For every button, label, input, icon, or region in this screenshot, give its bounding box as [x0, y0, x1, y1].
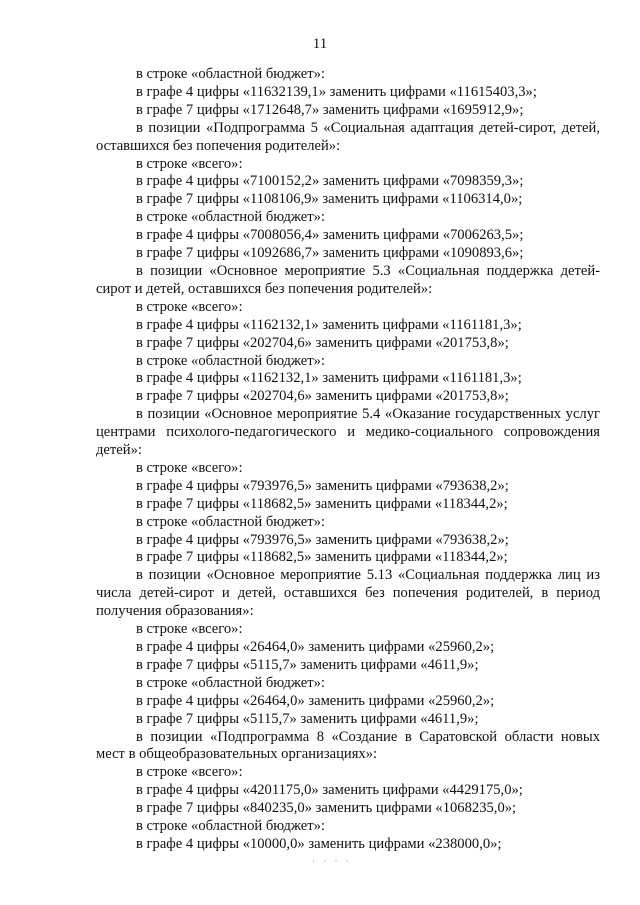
- text-line: в графе 7 цифры «1712648,7» заменить цифрами «1695912,9»;: [136, 101, 524, 118]
- text-line: в строке «областной бюджет»:: [136, 818, 325, 835]
- text-line: в графе 4 цифры «1162132,1» заменить цифрами «1161181,3»;: [136, 370, 522, 387]
- page-number: 11: [312, 36, 328, 52]
- text-line: в графе 7 цифры «1108106,9» заменить цифрами «1106314,0»;: [136, 191, 523, 208]
- text-line: в графе 4 цифры «26464,0» заменить цифрами «25960,2»;: [136, 639, 495, 655]
- text-line: в графе 7 цифры «202704,6» заменить цифрами «201753,8»;: [136, 334, 509, 351]
- document-body: [96, 66, 600, 854]
- text-line: в графе 4 цифры «26464,0» заменить цифрами «25960,2»;: [136, 692, 495, 709]
- text-line: в графе 4 цифры «10000,0» заменить цифрами «238000,0»;: [136, 835, 502, 852]
- text-line: в строке «всего»:: [136, 155, 243, 172]
- text-line: в графе 7 цифры «118682,5» заменить цифрами «118344,2»;: [136, 549, 508, 566]
- text-paragraph: в позиции «Основное мероприятие 5.3 «Социальная поддержка детей-сирот и детей, оставшихся без попечения родителей»:: [96, 262, 600, 297]
- text-line: в графе 7 цифры «5115,7» заменить цифрами «4611,9»;: [136, 710, 479, 727]
- text-paragraph: в позиции «Подпрограмма 5 «Социальная адаптация детей-сирот, детей, оставшихся без попечения родителей»:: [96, 119, 600, 154]
- text-paragraph: в позиции «Основное мероприятие 5.4 «Оказание государственных услуг центрами психолого-педагогического и медико-социального сопровождения детей»:: [96, 406, 600, 459]
- text-paragraph: в позиции «Подпрограмма 8 «Создание в Саратовской области новых мест в общеобразовательных организациях»:: [96, 728, 600, 763]
- text-line: в строке «всего»:: [136, 459, 243, 476]
- text-line: в графе 4 цифры «793976,5» заменить цифрами «793638,2»;: [136, 531, 509, 548]
- text-line: в графе 7 цифры «840235,0» заменить цифрами «1068235,0»;: [136, 800, 517, 817]
- text-paragraph: в позиции «Основное мероприятие 5.13 «Социальная поддержка лиц из числа детей-сирот и детей, оставшихся без попечения родителей, в период получения образования»:: [96, 567, 600, 620]
- text-line: в графе 4 цифры «7100152,2» заменить цифрами «7098359,3»;: [136, 173, 524, 190]
- text-line: в графе 7 цифры «1092686,7» заменить цифрами «1090893,6»;: [136, 245, 524, 262]
- text-line: в строке «всего»:: [136, 621, 243, 638]
- text-line: в строке «областной бюджет»:: [136, 352, 325, 369]
- text-line: в строке «областной бюджет»:: [136, 209, 325, 226]
- text-line: в графе 4 цифры «1162132,1» заменить цифрами «1161181,3»;: [136, 316, 522, 333]
- text-line: в графе 4 цифры «7008056,4» заменить цифрами «7006263,5»;: [136, 227, 524, 244]
- text-line: в строке «областной бюджет»:: [136, 513, 325, 530]
- text-line: в строке «областной бюджет»:: [136, 66, 325, 82]
- text-line: в строке «всего»:: [136, 298, 243, 315]
- text-line: в графе 4 цифры «11632139,1» заменить цифрами «11615403,3»;: [136, 83, 537, 100]
- text-line: в графе 4 цифры «793976,5» заменить цифрами «793638,2»;: [136, 477, 509, 494]
- text-line: в графе 7 цифры «202704,6» заменить цифрами «201753,8»;: [136, 388, 509, 405]
- text-line: в графе 7 цифры «118682,5» заменить цифрами «118344,2»;: [136, 495, 508, 512]
- text-line: в строке «областной бюджет»:: [136, 674, 325, 691]
- text-line: в графе 7 цифры «5115,7» заменить цифрами «4611,9»;: [136, 656, 479, 673]
- text-line: в графе 4 цифры «4201175,0» заменить цифрами «4429175,0»;: [136, 782, 523, 799]
- text-line: в строке «всего»:: [136, 764, 243, 781]
- scan-artifact: · · · ·: [312, 856, 352, 866]
